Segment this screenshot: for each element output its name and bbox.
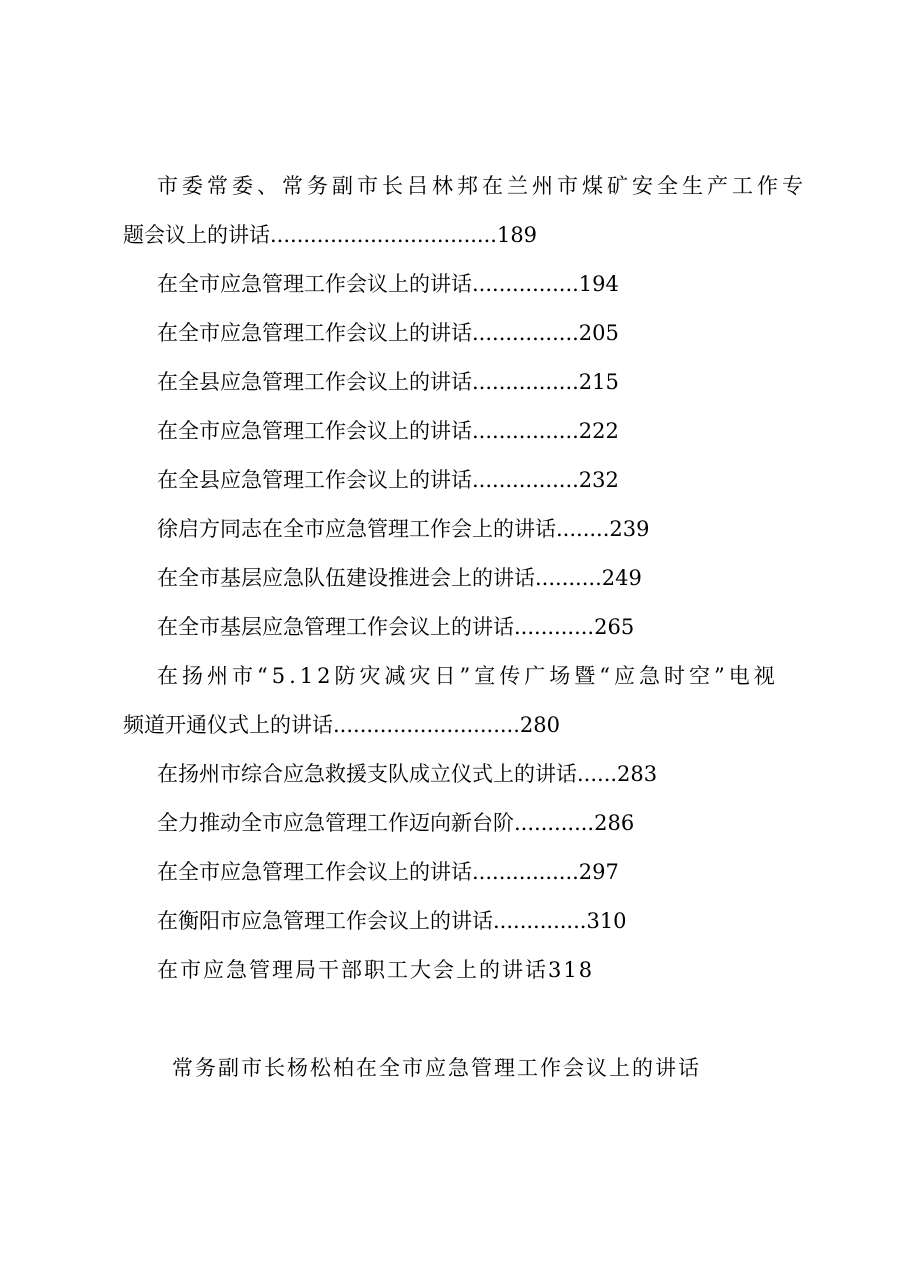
toc-entry-12: 全力推动全市应急管理工作迈向新台阶............286	[157, 811, 635, 835]
toc-entry-5: 在全市应急管理工作会议上的讲话................222	[157, 419, 619, 443]
article-title: 常务副市长杨松柏在全市应急管理工作会议上的讲话	[172, 1056, 701, 1080]
toc-entry-14: 在衡阳市应急管理工作会议上的讲话..............310	[157, 909, 627, 933]
toc-entry-3: 在全市应急管理工作会议上的讲话................205	[157, 321, 619, 345]
toc-entry-10-line-2: 频道开通仪式上的讲话............................280	[123, 713, 560, 737]
toc-entry-1-line-2: 题会议上的讲话..................................189	[123, 223, 538, 247]
toc-entry-10-line-1: 在扬州市“5.12防灾减灾日”宣传广场暨“应急时空”电视	[157, 664, 779, 688]
toc-entry-1-line-1: 市委常委、常务副市长吕林邦在兰州市煤矿安全生产工作专	[157, 174, 807, 198]
toc-entry-13: 在全市应急管理工作会议上的讲话................297	[157, 860, 619, 884]
toc-entry-15: 在市应急管理局干部职工大会上的讲话318	[157, 958, 595, 982]
toc-entry-8: 在全市基层应急队伍建设推进会上的讲话..........249	[157, 566, 642, 590]
toc-entry-6: 在全县应急管理工作会议上的讲话................232	[157, 468, 619, 492]
toc-entry-4: 在全县应急管理工作会议上的讲话................215	[157, 370, 619, 394]
toc-entry-7: 徐启方同志在全市应急管理工作会上的讲话........239	[157, 517, 650, 541]
toc-entry-2: 在全市应急管理工作会议上的讲话................194	[157, 272, 619, 296]
toc-entry-9: 在全市基层应急管理工作会议上的讲话............265	[157, 615, 635, 639]
toc-entry-11: 在扬州市综合应急救援支队成立仪式上的讲话......283	[157, 762, 658, 786]
